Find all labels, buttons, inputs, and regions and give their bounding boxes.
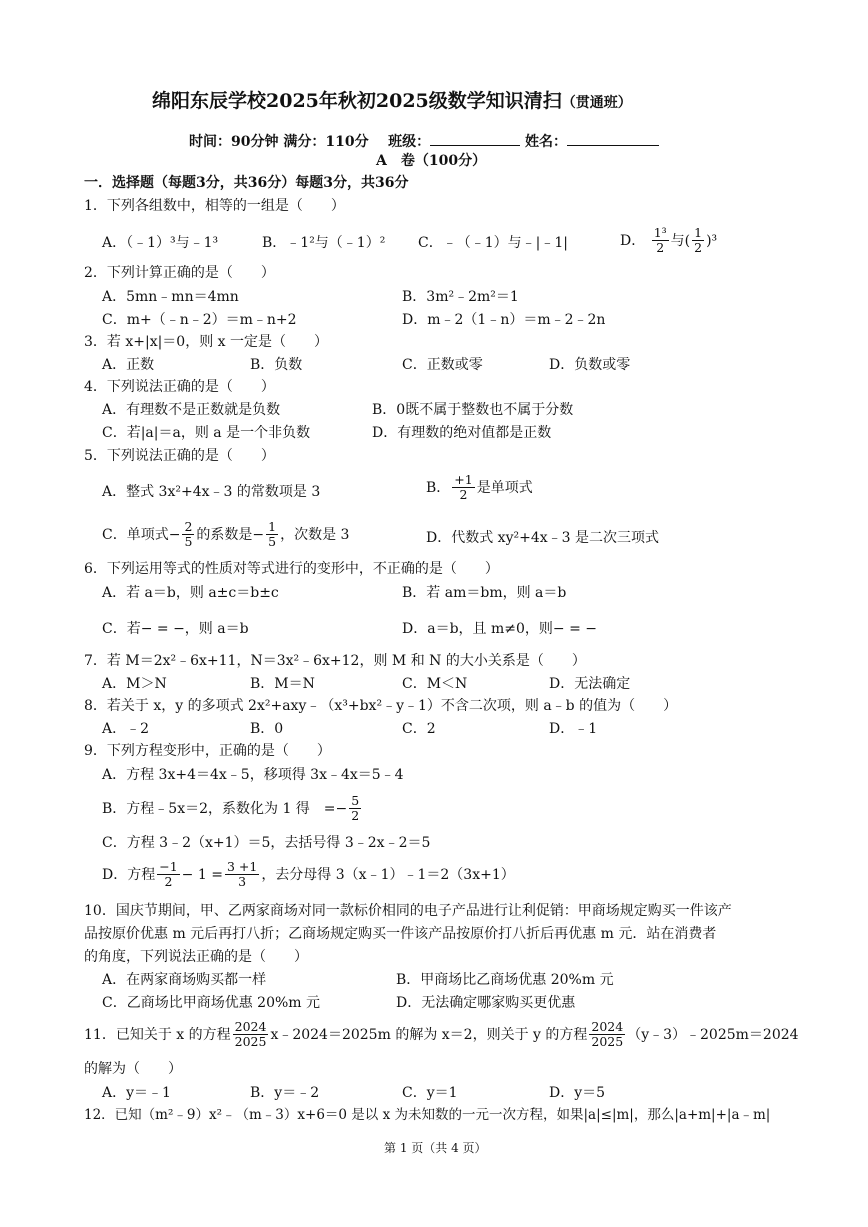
q8-option-b: B．0 xyxy=(250,721,284,737)
q11-option-c: C．y＝1 xyxy=(402,1085,458,1101)
class-blank[interactable] xyxy=(430,133,520,146)
numerator: 2024 xyxy=(234,1019,267,1034)
q9-stem: 9．下列方程变形中，正确的是（ ） xyxy=(84,743,331,759)
q10-line3: 的角度，下列说法正确的是（ ） xyxy=(84,949,308,965)
q2-option-b: B．3m²﹣2m²＝1 xyxy=(402,289,519,305)
page-title xyxy=(152,92,632,111)
numerator: 1 xyxy=(268,519,277,534)
q7-option-a: A．M＞N xyxy=(102,676,167,692)
q9-d-suffix: ，去分母得 3（x﹣1）﹣1＝2（3x+1） xyxy=(261,866,515,883)
denominator: 2025 xyxy=(234,1034,267,1050)
denominator: 2 xyxy=(164,874,173,890)
q3-option-d: D．负数或零 xyxy=(549,357,631,373)
q7-option-b: B．M＝N xyxy=(250,676,315,692)
q4-option-d: D．有理数的绝对值都是正数 xyxy=(372,425,552,441)
q11-fraction2 xyxy=(589,1020,625,1050)
class-label: 班级： xyxy=(388,134,431,150)
q7-stem: 7．若 M＝2x²﹣6x+11，N＝3x²﹣6x+12，则 M 和 N 的大小关系是（ ） xyxy=(84,653,586,669)
q4-option-c: C．若|a|＝a，则 a 是一个非负数 xyxy=(102,425,311,441)
q1-option-a: A．（﹣1）³与﹣1³ xyxy=(102,235,219,251)
denominator: 5 xyxy=(268,534,277,550)
q1-option-c: C．﹣（﹣1）与﹣|﹣1| xyxy=(418,235,568,251)
q6-stem: 6．下列运用等式的性质对等式进行的变形中，不正确的是（ ） xyxy=(84,561,499,577)
q11-part2: x﹣2024＝2025m 的解为 x＝2，则关于 y 的方程 xyxy=(270,1026,588,1043)
q9-b-fraction xyxy=(349,794,361,824)
q7-option-d: D．无法确定 xyxy=(549,676,631,692)
q1-stem: 1．下列各组数中，相等的一组是（ ） xyxy=(84,198,345,214)
title-suffix: （贯通班） xyxy=(561,95,632,111)
q4-stem: 4．下列说法正确的是（ ） xyxy=(84,379,275,395)
numerator: −1 xyxy=(159,859,178,874)
q5-c-fraction2 xyxy=(266,520,278,550)
q9-d-fraction2 xyxy=(225,860,259,890)
q11-option-a: A．y＝﹣1 xyxy=(102,1085,171,1101)
q5-option-c xyxy=(102,520,349,550)
name-label: 姓名： xyxy=(524,134,567,150)
q4-option-b: B．0既不属于整数也不属于分数 xyxy=(372,402,574,418)
q5-c-prefix: C．单项式− xyxy=(102,526,181,543)
q5-b-fraction xyxy=(452,473,474,503)
denominator: 2 xyxy=(351,808,360,824)
q6-option-a: A．若 a＝b，则 a±c＝b±c xyxy=(102,585,279,601)
numerator: 1 xyxy=(694,225,703,240)
numerator: 2024 xyxy=(591,1019,624,1034)
q2-option-c: C．m+（﹣n﹣2）＝m﹣n+2 xyxy=(102,312,297,328)
q1-d-prefix: D． xyxy=(620,232,646,249)
q9-option-d xyxy=(102,860,515,890)
title-main: 绵阳东辰学校2025年秋初2025级数学知识清扫 xyxy=(152,90,562,112)
q5-b-suffix: 是单项式 xyxy=(476,479,533,496)
q5-c-suffix: ，次数是 3 xyxy=(280,526,350,543)
q10-line1: 10．国庆节期间，甲、乙两家商场对同一款标价相同的电子产品进行让利促销：甲商场规定购买一件该产 xyxy=(84,903,732,919)
q7-option-c: C．M＜N xyxy=(402,676,468,692)
q1-d-fraction2 xyxy=(692,226,704,256)
denominator: 3 xyxy=(238,874,247,890)
denominator: 5 xyxy=(184,534,193,550)
q12-stem: 12．已知（m²﹣9）x²﹣（m﹣3）x+6＝0 是以 x 为未知数的一元一次方程，如果|a|≤|m|，那么|a+m|+|a﹣m| xyxy=(84,1107,771,1123)
q8-option-c: C．2 xyxy=(402,721,436,737)
q4-option-a: A．有理数不是正数就是负数 xyxy=(102,402,281,418)
q5-c-fraction xyxy=(182,520,194,550)
denominator: 2025 xyxy=(591,1034,624,1050)
q3-option-a: A．正数 xyxy=(102,357,155,373)
q9-d-mid: − 1 = xyxy=(181,866,223,883)
q5-option-b xyxy=(426,473,533,503)
q2-option-d: D．m﹣2（1﹣n）＝m﹣2﹣2n xyxy=(402,312,606,328)
q10-option-d: D．无法确定哪家购买更优惠 xyxy=(396,995,576,1011)
q8-option-a: A．﹣2 xyxy=(102,721,150,737)
q1-option-b: B．﹣1²与（﹣1）² xyxy=(262,235,386,251)
q8-option-d: D．﹣1 xyxy=(549,721,598,737)
q3-stem: 3．若 x+|x|＝0，则 x 一定是（ ） xyxy=(84,334,329,350)
q9-d-prefix: D．方程 xyxy=(102,866,156,883)
numerator: 3 +1 xyxy=(226,859,258,874)
q9-b-prefix: B．方程﹣5x＝2，系数化为 1 得 =− xyxy=(102,800,348,817)
q9-d-fraction xyxy=(157,860,179,890)
denominator: 2 xyxy=(459,487,468,503)
numerator: +1 xyxy=(454,472,473,487)
q1-d-suffix: )³ xyxy=(706,232,718,249)
numerator: 1³ xyxy=(653,225,667,240)
q9-option-a: A．方程 3x+4＝4x﹣5，移项得 3x﹣4x＝5﹣4 xyxy=(102,767,404,783)
q5-option-d: D．代数式 xy²+4x﹣3 是二次三项式 xyxy=(426,530,659,546)
q5-b-prefix: B． xyxy=(426,479,451,496)
q5-option-a: A．整式 3x²+4x﹣3 的常数项是 3 xyxy=(102,484,321,500)
q11-line2: 的解为（ ） xyxy=(84,1061,182,1077)
q2-stem: 2．下列计算正确的是（ ） xyxy=(84,265,275,281)
q10-line2: 品按原价优惠 m 元后再打八折；乙商场规定购买一件该产品按原价打八折后再优惠 m 元．站在消费者 xyxy=(84,926,717,942)
q2-option-a: A．5mn﹣mn＝4mn xyxy=(102,289,239,305)
q10-option-a: A．在两家商场购买都一样 xyxy=(102,972,267,988)
q10-option-b: B．甲商场比乙商场优惠 20%m 元 xyxy=(396,972,614,988)
q1-d-mid: 与( xyxy=(670,232,691,249)
denominator: 2 xyxy=(656,240,665,256)
numerator: 5 xyxy=(351,793,360,808)
q9-option-c: C．方程 3﹣2（x+1）＝5，去括号得 3﹣2x﹣2＝5 xyxy=(102,835,431,851)
q11-option-b: B．y＝﹣2 xyxy=(250,1085,320,1101)
q6-option-d: D．a＝b，且 m≠0，则− = − xyxy=(402,621,597,637)
q9-option-b xyxy=(102,794,363,824)
q11-part3: （y﹣3）﹣2025m＝2024 xyxy=(627,1026,799,1043)
q1-option-d xyxy=(620,226,717,256)
q6-option-b: B．若 am＝bm，则 a＝b xyxy=(402,585,567,601)
q11-stem xyxy=(84,1020,799,1050)
q8-stem: 8．若关于 x，y 的多项式 2x²+axy﹣（x³+bx²﹣y﹣1）不含二次项，则 a﹣b 的值为（ ） xyxy=(84,698,678,714)
q6-option-c: C．若− = −，则 a＝b xyxy=(102,621,249,637)
name-blank[interactable] xyxy=(567,133,659,146)
q5-c-mid: 的系数是− xyxy=(196,526,265,543)
q3-option-b: B．负数 xyxy=(250,357,303,373)
numerator: 2 xyxy=(184,519,193,534)
denominator: 2 xyxy=(694,240,703,256)
section-heading: 一．选择题（每题3分，共36分）每题3分，共36分 xyxy=(84,175,409,191)
q1-d-fraction xyxy=(652,226,669,256)
exam-time: 时间：90分钟 满分：110分 xyxy=(189,134,369,150)
q5-stem: 5．下列说法正确的是（ ） xyxy=(84,448,275,464)
q10-option-c: C．乙商场比甲商场优惠 20%m 元 xyxy=(102,995,321,1011)
q11-fraction xyxy=(233,1020,269,1050)
q11-part1: 11．已知关于 x 的方程 xyxy=(84,1026,231,1043)
page-footer: 第 1 页（共 4 页） xyxy=(384,1141,487,1155)
q11-option-d: D．y＝5 xyxy=(549,1085,606,1101)
q3-option-c: C．正数或零 xyxy=(402,357,483,373)
exam-info xyxy=(189,133,659,149)
volume-label: A 卷（100分） xyxy=(376,153,487,169)
